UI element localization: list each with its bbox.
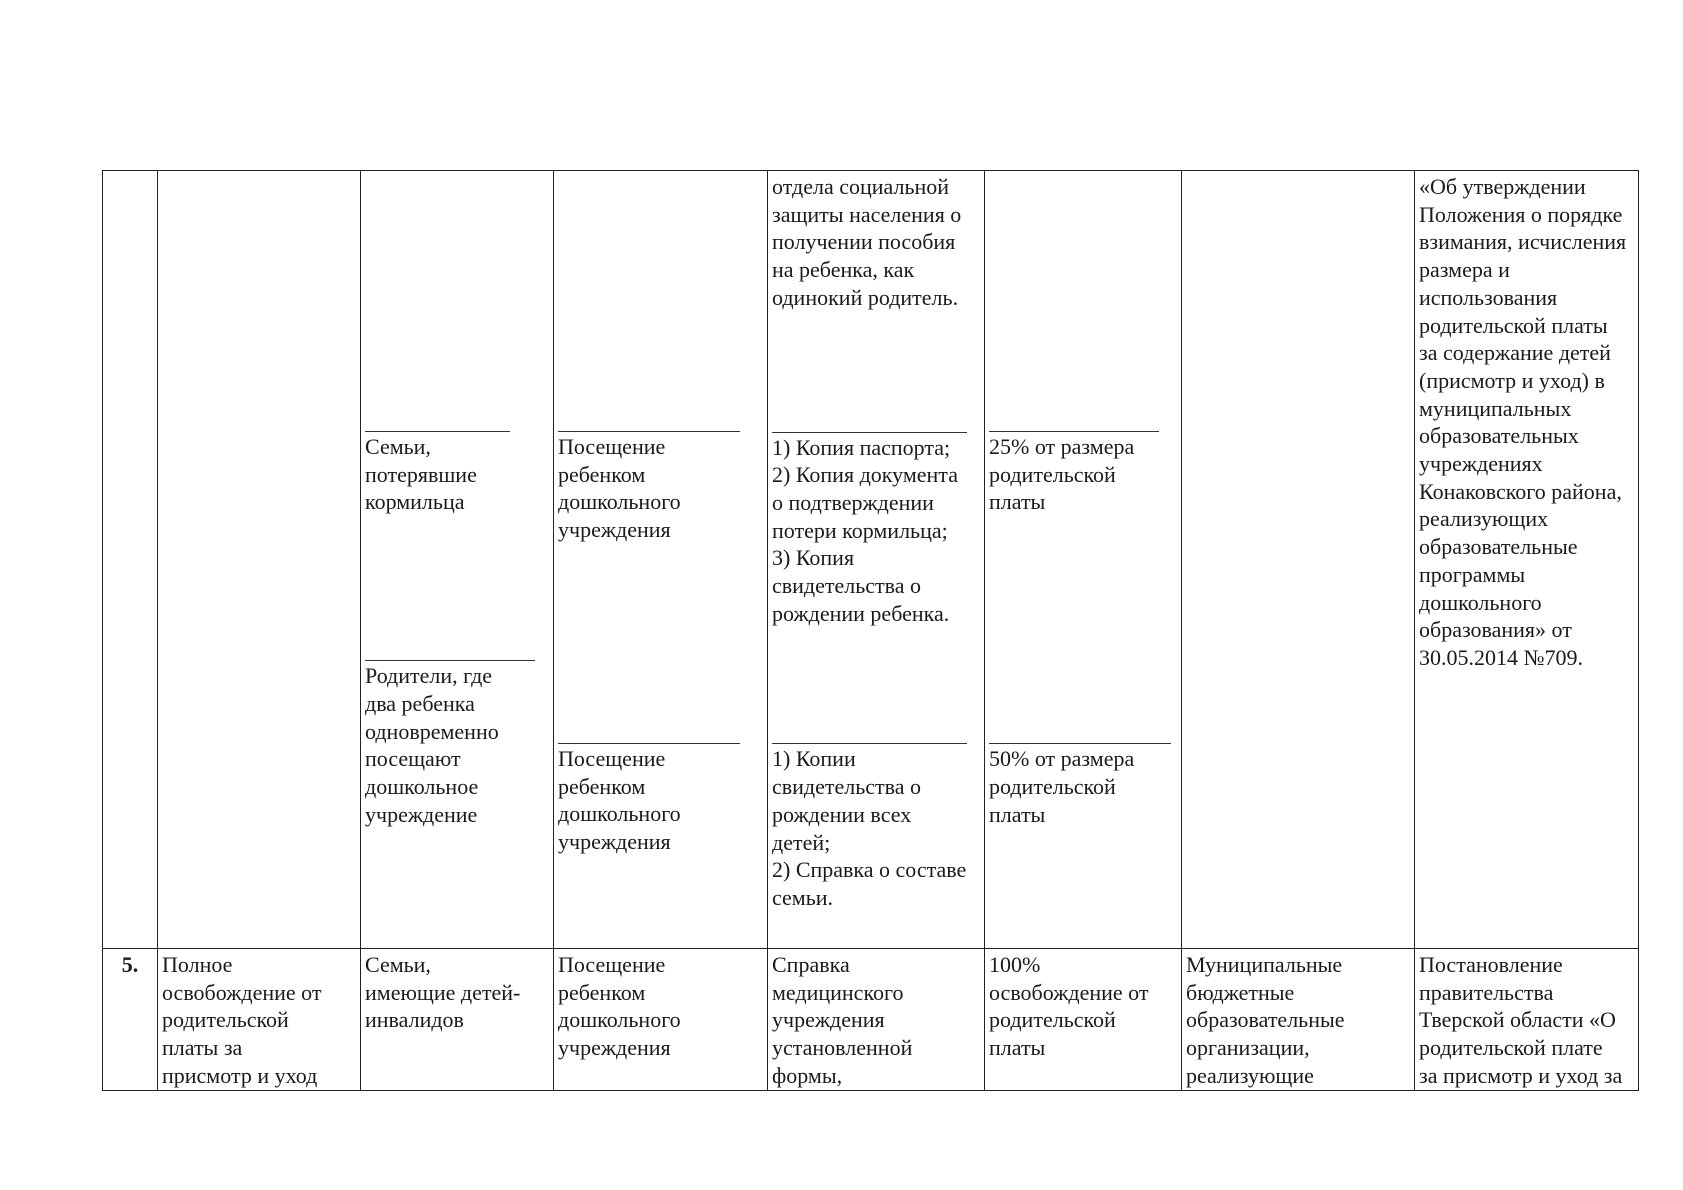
separator-line	[365, 660, 535, 661]
condition-text: Посещение ребенком дошкольного учреждения	[558, 952, 681, 1061]
cell-number	[103, 171, 158, 949]
separator-line	[558, 431, 740, 432]
category-text: Семьи, потерявшие кормильца	[365, 434, 477, 515]
basis-text: Постановление правительства Тверской области «О родительской плате за присмотр и уход за	[1419, 952, 1623, 1088]
separator-line	[772, 743, 967, 744]
cell-documents	[768, 949, 985, 1091]
category-text: Родители, где два ребенка одновременно посещают дошкольное учреждение	[365, 663, 499, 827]
documents-text: Справка медицинского учреждения установленной формы,	[772, 952, 913, 1088]
cell-category	[361, 171, 554, 949]
separator-line	[989, 743, 1171, 744]
basis-text: «Об утверждении Положения о порядке взимания, исчисления размера и использования родительской платы за содержание детей (присмотр и уход) в муниципальных образовательных учреждениях Конаковского района, реализующих образовательные программы дошкольного образования» от 30.05.2014 №709.	[1419, 174, 1627, 670]
separator-line	[365, 431, 510, 432]
category-text: Семьи, имеющие детей- инвалидов	[365, 952, 521, 1033]
cell-benefit	[158, 949, 361, 1091]
documents-text: отдела социальной защиты населения о получении пособия на ребенка, как одинокий родитель.	[772, 174, 962, 310]
amount-text: 100% освобождение от родительской платы	[989, 952, 1149, 1061]
documents-text: 1) Копия паспорта; 2) Копия документа о подтверждении потери кормильца; 3) Копия свидетельства о рождении ребенка.	[772, 434, 958, 626]
cell-category	[361, 949, 554, 1091]
row-number: 5.	[103, 949, 158, 1091]
cell-amount	[985, 949, 1182, 1091]
separator-line	[772, 432, 967, 433]
amount-text: 50% от размера родительской платы	[989, 746, 1135, 827]
cell-amount	[985, 171, 1182, 949]
cell-basis	[1415, 171, 1639, 949]
cell-condition	[554, 171, 768, 949]
cell-organizations	[1182, 171, 1415, 949]
table-row	[103, 171, 1639, 949]
cell-benefit	[158, 171, 361, 949]
cell-documents	[768, 171, 985, 949]
benefits-table	[102, 170, 1639, 1091]
cell-organizations	[1182, 949, 1415, 1091]
table-row	[103, 949, 1639, 1091]
separator-line	[558, 743, 740, 744]
condition-text: Посещение ребенком дошкольного учреждения	[558, 434, 681, 543]
cell-basis	[1415, 949, 1639, 1091]
amount-text: 25% от размера родительской платы	[989, 434, 1135, 515]
condition-text: Посещение ребенком дошкольного учреждения	[558, 745, 681, 854]
separator-line	[989, 431, 1159, 432]
organizations-text: Муниципальные бюджетные образовательные организации, реализующие	[1186, 952, 1345, 1088]
benefit-text: Полное освобождение от родительской платы за присмотр и уход	[162, 952, 322, 1088]
documents-text: 1) Копии свидетельства о рождении всех детей; 2) Справка о составе семьи.	[772, 746, 967, 910]
cell-condition	[554, 949, 768, 1091]
